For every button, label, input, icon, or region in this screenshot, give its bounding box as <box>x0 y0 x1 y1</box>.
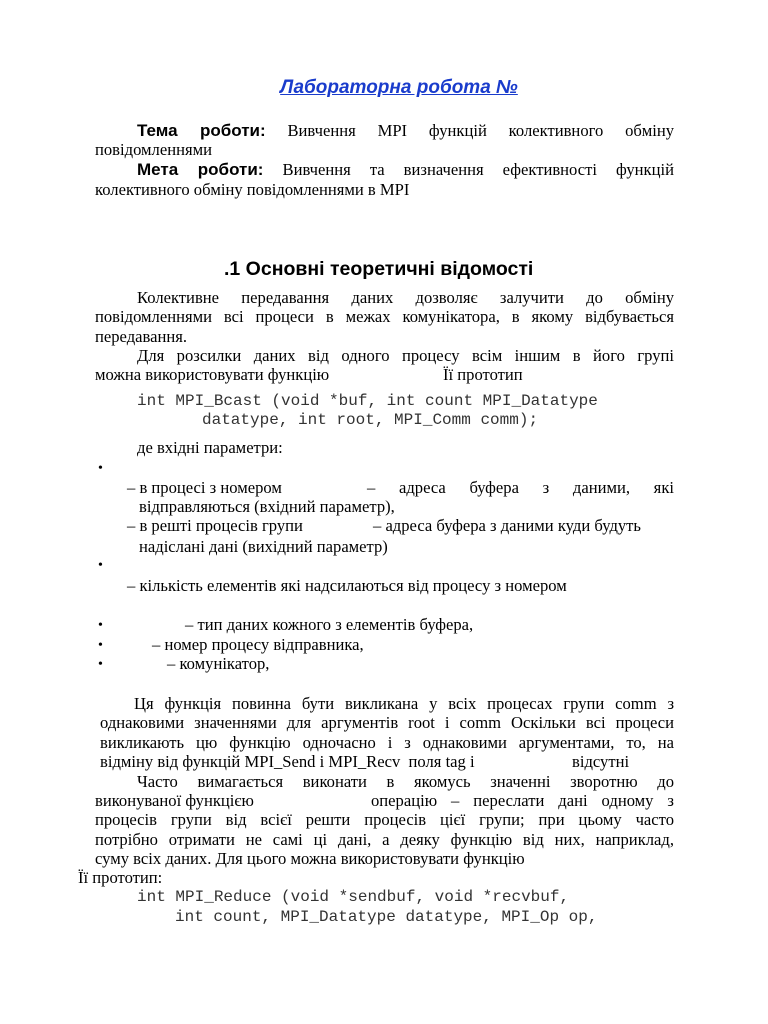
section-heading: .1 Основні теоретичні відомості <box>224 258 534 280</box>
paragraph-4-line-4: потрібно отримати не самі ці дані, а деяку функцію від них, наприклад, <box>95 830 674 849</box>
topic-text: Вивчення MPI функцій колективного обміну <box>287 121 674 140</box>
prototype-label: Її прототип <box>443 365 523 384</box>
paragraph-1-line-1: Колективне передавання даних дозволяє залучити до обміну <box>137 288 674 307</box>
topic-line-2: повідомленнями <box>95 140 212 159</box>
paragraph-3-line-4: відміну від функцій MPI_Send і MPI_Recv поля tag і <box>100 752 475 771</box>
topic-label: Тема роботи: <box>137 121 266 140</box>
goal-line-2: колективного обміну повідомленнями в MPI <box>95 180 410 199</box>
bullet-4: • <box>98 638 103 653</box>
params-intro: де вхідні параметри: <box>137 438 283 457</box>
paragraph-4-line-5: суму всіх даних. Для цього можна використовувати функцію <box>95 849 525 868</box>
bullet-1: • <box>98 461 103 476</box>
paragraph-3-line-2: однаковими значеннями для аргументів root і comm Оскільки всі процеси <box>100 713 674 732</box>
param-5-text: – комунікатор, <box>167 654 270 673</box>
param-4-text: – номер процесу відправника, <box>152 635 364 654</box>
paragraph-4-line-2b: операцію – переслати дані одному з <box>371 791 674 810</box>
paragraph-2-line-1: Для розсилки даних від одного процесу всім іншим в його групі <box>137 346 674 365</box>
param-1-b-text: – адреса буфера з даними куди будуть <box>373 516 642 535</box>
goal-text: Вивчення та визначення ефективності функцій <box>282 160 674 179</box>
param-2-text: – кількість елементів які надсилаються від процесу з номером <box>127 576 567 595</box>
param-1-a-text: – адреса буфера з даними, які <box>367 478 674 497</box>
reduce-prototype-label: Її прототип: <box>78 868 163 887</box>
param-1-a-continuation: відправляються (вхідний параметр), <box>139 497 395 516</box>
paragraph-4-line-1: Часто вимагається виконати в якомусь значенні зворотню до <box>137 772 674 791</box>
paragraph-1-line-3: передавання. <box>95 327 188 346</box>
code-reduce-line-1: int MPI_Reduce (void *sendbuf, void *recvbuf, <box>137 888 570 906</box>
param-1-b-prefix: – в решті процесів групи <box>127 516 303 535</box>
goal-line-1 <box>137 160 674 180</box>
topic-line-1 <box>137 121 674 141</box>
paragraph-4-line-3: процесів групи від всієї решти процесів цієї групи; при цьому часто <box>95 810 674 829</box>
param-1-b-continuation: надіслані дані (вихідний параметр) <box>139 537 388 556</box>
code-reduce-line-2: int count, MPI_Datatype datatype, MPI_Op op, <box>175 908 598 926</box>
paragraph-3-line-3: викликають цю функцію одночасно і з однаковими аргументами, то, на <box>100 733 674 752</box>
bullet-5: • <box>98 657 103 672</box>
param-1-a-prefix: – в процесі з номером <box>127 478 282 497</box>
paragraph-3-line-1: Ця функція повинна бути викликана у всіх процесах групи comm з <box>134 694 674 713</box>
param-3-text: – тип даних кожного з елементів буфера, <box>185 615 474 634</box>
paragraph-2-line-2: можна використовувати функцію <box>95 365 330 384</box>
code-bcast-line-1: int MPI_Bcast (void *buf, int count MPI_Datatype <box>137 392 598 410</box>
paragraph-3-line-4-end: відсутні <box>572 752 630 771</box>
paragraph-1-line-2: повідомленнями всі процеси в межах комунікатора, в якому відбувається <box>95 307 674 326</box>
code-bcast-line-2: datatype, int root, MPI_Comm comm); <box>202 411 539 429</box>
bullet-3: • <box>98 618 103 633</box>
bullet-2: • <box>98 558 103 573</box>
page-title: Лабораторна робота № <box>280 77 518 98</box>
paragraph-4-line-2a: виконуваної функцією <box>95 791 254 810</box>
goal-label: Мета роботи: <box>137 160 264 179</box>
